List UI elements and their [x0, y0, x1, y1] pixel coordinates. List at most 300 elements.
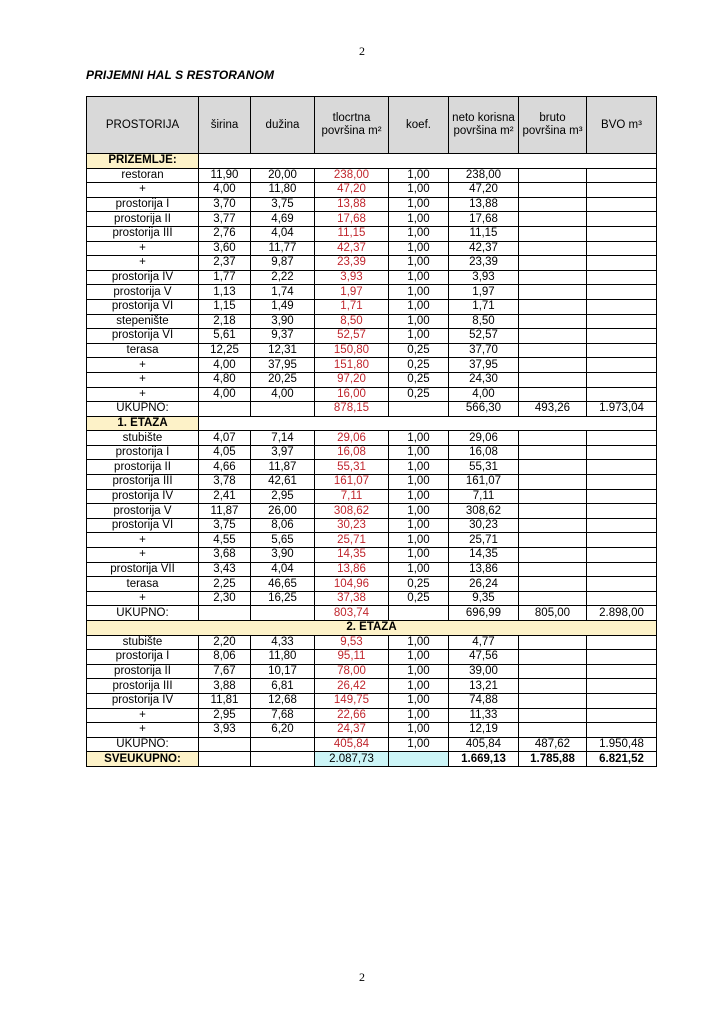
total-cell-bruto: 1.785,88	[519, 752, 587, 767]
cell-duzina: 11,77	[251, 241, 315, 256]
area-table	[86, 96, 657, 767]
cell-tlocrtna: 16,00	[315, 387, 389, 402]
cell-bruto	[519, 562, 587, 577]
cell-koef: 1,00	[389, 664, 449, 679]
table-row	[87, 226, 657, 241]
cell-bruto	[519, 329, 587, 344]
cell-bvo	[587, 329, 657, 344]
cell-sirina: 2,20	[199, 635, 251, 650]
cell-neto: 13,86	[449, 562, 519, 577]
section-empty-cell	[389, 154, 449, 169]
table-row	[87, 679, 657, 694]
cell-koef: 1,00	[389, 475, 449, 490]
cell-koef: 1,00	[389, 314, 449, 329]
cell-koef: 1,00	[389, 460, 449, 475]
section-label: 1. ETAŽA	[87, 416, 199, 431]
cell-bruto	[519, 445, 587, 460]
table-row	[87, 212, 657, 227]
cell-tlocrtna: 95,11	[315, 650, 389, 665]
cell-neto: 26,24	[449, 577, 519, 592]
cell-duzina: 4,69	[251, 212, 315, 227]
cell-bruto	[519, 664, 587, 679]
cell-sirina: 3,88	[199, 679, 251, 694]
cell-neto: 11,15	[449, 226, 519, 241]
cell-duzina: 3,90	[251, 314, 315, 329]
cell-duzina	[251, 606, 315, 621]
grand-total-row	[87, 752, 657, 767]
cell-koef: 1,00	[389, 299, 449, 314]
cell-neto: 308,62	[449, 504, 519, 519]
cell-room: +	[87, 256, 199, 271]
cell-neto: 16,08	[449, 445, 519, 460]
cell-bruto	[519, 577, 587, 592]
cell-neto: 238,00	[449, 168, 519, 183]
section-empty-cell	[587, 154, 657, 169]
cell-sirina: 12,25	[199, 343, 251, 358]
cell-koef: 1,00	[389, 693, 449, 708]
cell-neto: 74,88	[449, 693, 519, 708]
cell-room: prostorija VII	[87, 562, 199, 577]
cell-koef: 1,00	[389, 431, 449, 446]
table-row	[87, 372, 657, 387]
cell-bvo	[587, 591, 657, 606]
cell-koef: 1,00	[389, 197, 449, 212]
table-row	[87, 168, 657, 183]
cell-duzina: 6,20	[251, 723, 315, 738]
cell-tlocrtna: 97,20	[315, 372, 389, 387]
cell-neto: 52,57	[449, 329, 519, 344]
cell-tlocrtna: 13,88	[315, 197, 389, 212]
section-empty-cell	[251, 416, 315, 431]
cell-room: prostorija VI	[87, 299, 199, 314]
cell-room: prostorija IV	[87, 693, 199, 708]
cell-koef: 0,25	[389, 591, 449, 606]
cell-room: terasa	[87, 577, 199, 592]
cell-bruto	[519, 256, 587, 271]
cell-tlocrtna: 52,57	[315, 329, 389, 344]
table-row	[87, 475, 657, 490]
cell-bruto	[519, 489, 587, 504]
cell-bruto	[519, 650, 587, 665]
cell-neto: 24,30	[449, 372, 519, 387]
cell-sirina: 1,15	[199, 299, 251, 314]
cell-duzina: 4,04	[251, 226, 315, 241]
cell-koef	[389, 402, 449, 417]
cell-duzina	[251, 737, 315, 752]
cell-room: prostorija II	[87, 664, 199, 679]
cell-neto: 25,71	[449, 533, 519, 548]
table-row	[87, 562, 657, 577]
section-label: PRIZEMLJE:	[87, 154, 199, 169]
cell-bvo	[587, 460, 657, 475]
cell-sirina: 3,77	[199, 212, 251, 227]
cell-neto: 42,37	[449, 241, 519, 256]
cell-bruto: 487,62	[519, 737, 587, 752]
cell-duzina: 4,04	[251, 562, 315, 577]
cell-neto: 9,35	[449, 591, 519, 606]
cell-tlocrtna: 26,42	[315, 679, 389, 694]
cell-sirina: 3,68	[199, 548, 251, 563]
table-row	[87, 723, 657, 738]
cell-duzina: 3,97	[251, 445, 315, 460]
cell-koef: 1,00	[389, 226, 449, 241]
document-title: PRIJEMNI HAL S RESTORANOM	[86, 68, 275, 82]
col-header-neto: neto korisna površina m²	[449, 97, 519, 154]
cell-bvo	[587, 533, 657, 548]
cell-bvo	[587, 343, 657, 358]
section-empty-cell	[199, 154, 251, 169]
cell-koef: 1,00	[389, 548, 449, 563]
total-cell-bvo: 6.821,52	[587, 752, 657, 767]
cell-bruto	[519, 285, 587, 300]
total-cell-sirina	[199, 752, 251, 767]
cell-bvo	[587, 650, 657, 665]
table-row	[87, 314, 657, 329]
cell-bruto	[519, 679, 587, 694]
cell-bvo	[587, 314, 657, 329]
cell-room: stubište	[87, 431, 199, 446]
cell-duzina: 2,95	[251, 489, 315, 504]
cell-bruto	[519, 358, 587, 373]
cell-tlocrtna: 78,00	[315, 664, 389, 679]
cell-sirina: 4,00	[199, 183, 251, 198]
cell-duzina: 9,37	[251, 329, 315, 344]
section-empty-cell	[449, 416, 519, 431]
cell-tlocrtna: 11,15	[315, 226, 389, 241]
cell-neto: 161,07	[449, 475, 519, 490]
cell-bruto: 805,00	[519, 606, 587, 621]
cell-tlocrtna: 24,37	[315, 723, 389, 738]
cell-koef: 1,00	[389, 504, 449, 519]
cell-bruto	[519, 431, 587, 446]
cell-koef	[389, 606, 449, 621]
cell-duzina: 12,68	[251, 693, 315, 708]
cell-tlocrtna: 1,71	[315, 299, 389, 314]
cell-bvo	[587, 168, 657, 183]
cell-tlocrtna: 104,96	[315, 577, 389, 592]
cell-duzina: 1,49	[251, 299, 315, 314]
cell-sirina: 2,30	[199, 591, 251, 606]
cell-koef: 1,00	[389, 489, 449, 504]
cell-bruto	[519, 591, 587, 606]
table-row	[87, 708, 657, 723]
cell-room: prostorija V	[87, 285, 199, 300]
cell-neto: 12,19	[449, 723, 519, 738]
cell-duzina: 20,00	[251, 168, 315, 183]
cell-room: prostorija I	[87, 650, 199, 665]
cell-room: +	[87, 387, 199, 402]
cell-neto: 30,23	[449, 518, 519, 533]
cell-tlocrtna: 149,75	[315, 693, 389, 708]
cell-bvo	[587, 475, 657, 490]
cell-bruto	[519, 460, 587, 475]
cell-koef: 1,00	[389, 723, 449, 738]
cell-neto: 11,33	[449, 708, 519, 723]
cell-tlocrtna: 25,71	[315, 533, 389, 548]
col-header-sirina: širina	[199, 97, 251, 154]
section-header-row	[87, 621, 657, 636]
cell-bvo	[587, 504, 657, 519]
cell-koef: 1,00	[389, 650, 449, 665]
cell-bruto	[519, 635, 587, 650]
cell-bruto	[519, 197, 587, 212]
cell-duzina: 7,68	[251, 708, 315, 723]
cell-koef: 1,00	[389, 212, 449, 227]
cell-bruto	[519, 723, 587, 738]
cell-tlocrtna: 1,97	[315, 285, 389, 300]
cell-neto: 8,50	[449, 314, 519, 329]
cell-neto: 4,77	[449, 635, 519, 650]
total-cell-room: SVEUKUPNO:	[87, 752, 199, 767]
cell-neto: 23,39	[449, 256, 519, 271]
cell-bruto	[519, 212, 587, 227]
cell-bvo	[587, 635, 657, 650]
cell-tlocrtna: 23,39	[315, 256, 389, 271]
cell-room: +	[87, 723, 199, 738]
cell-neto: 37,95	[449, 358, 519, 373]
cell-tlocrtna: 878,15	[315, 402, 389, 417]
cell-bruto	[519, 270, 587, 285]
cell-neto: 405,84	[449, 737, 519, 752]
table-row	[87, 650, 657, 665]
cell-room: terasa	[87, 343, 199, 358]
cell-duzina: 4,33	[251, 635, 315, 650]
cell-tlocrtna: 8,50	[315, 314, 389, 329]
section-empty-cell	[315, 416, 389, 431]
cell-bvo	[587, 299, 657, 314]
cell-room: +	[87, 358, 199, 373]
cell-bvo	[587, 387, 657, 402]
cell-tlocrtna: 37,38	[315, 591, 389, 606]
cell-duzina: 42,61	[251, 475, 315, 490]
cell-neto: 4,00	[449, 387, 519, 402]
cell-room: prostorija III	[87, 226, 199, 241]
cell-koef: 0,25	[389, 372, 449, 387]
cell-sirina: 4,07	[199, 431, 251, 446]
cell-tlocrtna: 150,80	[315, 343, 389, 358]
cell-neto: 13,88	[449, 197, 519, 212]
cell-koef: 0,25	[389, 387, 449, 402]
cell-neto: 13,21	[449, 679, 519, 694]
section-header-row	[87, 416, 657, 431]
cell-duzina: 3,75	[251, 197, 315, 212]
cell-room: prostorija I	[87, 445, 199, 460]
cell-bruto	[519, 533, 587, 548]
cell-duzina: 37,95	[251, 358, 315, 373]
table-row	[87, 489, 657, 504]
cell-neto: 47,20	[449, 183, 519, 198]
cell-neto: 14,35	[449, 548, 519, 563]
cell-sirina: 4,05	[199, 445, 251, 460]
cell-sirina: 2,95	[199, 708, 251, 723]
cell-koef: 1,00	[389, 635, 449, 650]
table-row	[87, 431, 657, 446]
cell-tlocrtna: 238,00	[315, 168, 389, 183]
cell-sirina: 4,66	[199, 460, 251, 475]
subtotal-row	[87, 737, 657, 752]
cell-tlocrtna: 16,08	[315, 445, 389, 460]
cell-bruto	[519, 299, 587, 314]
col-header-prostorija: PROSTORIJA	[87, 97, 199, 154]
cell-tlocrtna: 14,35	[315, 548, 389, 563]
cell-duzina: 2,22	[251, 270, 315, 285]
cell-neto: 17,68	[449, 212, 519, 227]
col-header-koef: koef.	[389, 97, 449, 154]
table-row	[87, 343, 657, 358]
section-empty-cell	[519, 154, 587, 169]
cell-sirina: 1,77	[199, 270, 251, 285]
table-body	[87, 154, 657, 767]
cell-sirina: 2,37	[199, 256, 251, 271]
cell-room: prostorija V	[87, 504, 199, 519]
cell-tlocrtna: 151,80	[315, 358, 389, 373]
table-row	[87, 504, 657, 519]
cell-sirina: 4,80	[199, 372, 251, 387]
cell-bruto	[519, 372, 587, 387]
cell-sirina	[199, 737, 251, 752]
section-empty-cell	[449, 154, 519, 169]
total-cell-neto: 1.669,13	[449, 752, 519, 767]
cell-bvo	[587, 241, 657, 256]
total-cell-koef	[389, 752, 449, 767]
cell-sirina: 7,67	[199, 664, 251, 679]
cell-bvo	[587, 197, 657, 212]
cell-bruto	[519, 343, 587, 358]
cell-koef: 1,00	[389, 562, 449, 577]
section-header-row	[87, 154, 657, 169]
cell-bvo	[587, 723, 657, 738]
cell-koef: 1,00	[389, 241, 449, 256]
cell-duzina: 5,65	[251, 533, 315, 548]
cell-koef: 1,00	[389, 445, 449, 460]
cell-koef: 1,00	[389, 168, 449, 183]
table-row	[87, 664, 657, 679]
table-row	[87, 460, 657, 475]
cell-sirina: 3,75	[199, 518, 251, 533]
cell-bvo	[587, 270, 657, 285]
cell-bvo	[587, 372, 657, 387]
cell-bvo	[587, 358, 657, 373]
cell-sirina: 8,06	[199, 650, 251, 665]
cell-room: +	[87, 548, 199, 563]
cell-room: prostorija IV	[87, 270, 199, 285]
cell-tlocrtna: 29,06	[315, 431, 389, 446]
cell-koef: 1,00	[389, 679, 449, 694]
cell-neto: 696,99	[449, 606, 519, 621]
table-row	[87, 299, 657, 314]
table-row	[87, 533, 657, 548]
cell-room: +	[87, 183, 199, 198]
cell-duzina: 3,90	[251, 548, 315, 563]
section-empty-cell	[587, 416, 657, 431]
cell-tlocrtna: 30,23	[315, 518, 389, 533]
cell-bruto	[519, 693, 587, 708]
cell-duzina: 12,31	[251, 343, 315, 358]
cell-koef: 1,00	[389, 533, 449, 548]
cell-room: +	[87, 591, 199, 606]
cell-bvo	[587, 562, 657, 577]
cell-sirina: 11,81	[199, 693, 251, 708]
cell-koef: 0,25	[389, 577, 449, 592]
cell-sirina: 3,60	[199, 241, 251, 256]
cell-sirina: 4,00	[199, 358, 251, 373]
cell-tlocrtna: 42,37	[315, 241, 389, 256]
cell-room: prostorija IV	[87, 489, 199, 504]
cell-room: +	[87, 372, 199, 387]
cell-neto: 39,00	[449, 664, 519, 679]
col-header-tlocrtna: tlocrtna površina m²	[315, 97, 389, 154]
cell-bruto	[519, 387, 587, 402]
cell-sirina: 3,70	[199, 197, 251, 212]
cell-bruto	[519, 168, 587, 183]
cell-tlocrtna: 17,68	[315, 212, 389, 227]
table-row	[87, 256, 657, 271]
cell-tlocrtna: 161,07	[315, 475, 389, 490]
cell-duzina: 8,06	[251, 518, 315, 533]
cell-koef: 1,00	[389, 737, 449, 752]
cell-bvo	[587, 664, 657, 679]
cell-bvo: 1.950,48	[587, 737, 657, 752]
table-row	[87, 183, 657, 198]
section-empty-cell	[199, 416, 251, 431]
cell-sirina: 2,25	[199, 577, 251, 592]
cell-sirina: 3,43	[199, 562, 251, 577]
cell-sirina: 3,93	[199, 723, 251, 738]
cell-tlocrtna: 9,53	[315, 635, 389, 650]
cell-duzina: 9,87	[251, 256, 315, 271]
table-row	[87, 197, 657, 212]
cell-duzina: 11,87	[251, 460, 315, 475]
cell-room: prostorija III	[87, 679, 199, 694]
cell-duzina: 26,00	[251, 504, 315, 519]
cell-bruto	[519, 314, 587, 329]
section-label: 2. ETAŽA	[87, 621, 657, 636]
cell-bruto: 493,26	[519, 402, 587, 417]
cell-tlocrtna: 7,11	[315, 489, 389, 504]
cell-neto: 7,11	[449, 489, 519, 504]
cell-sirina: 3,78	[199, 475, 251, 490]
cell-sirina	[199, 606, 251, 621]
cell-bvo	[587, 183, 657, 198]
cell-tlocrtna: 22,66	[315, 708, 389, 723]
cell-koef: 1,00	[389, 708, 449, 723]
section-empty-cell	[519, 416, 587, 431]
table-row	[87, 285, 657, 300]
cell-neto: 47,56	[449, 650, 519, 665]
subtotal-row	[87, 402, 657, 417]
cell-neto: 3,93	[449, 270, 519, 285]
cell-duzina: 1,74	[251, 285, 315, 300]
cell-room: +	[87, 708, 199, 723]
cell-room: prostorija II	[87, 460, 199, 475]
cell-koef: 1,00	[389, 270, 449, 285]
table-row	[87, 577, 657, 592]
cell-neto: 1,71	[449, 299, 519, 314]
cell-room: restoran	[87, 168, 199, 183]
cell-room: prostorija VI	[87, 329, 199, 344]
total-cell-duzina	[251, 752, 315, 767]
cell-koef: 1,00	[389, 183, 449, 198]
cell-koef: 1,00	[389, 518, 449, 533]
cell-bruto	[519, 241, 587, 256]
cell-bvo	[587, 518, 657, 533]
cell-room: prostorija VI	[87, 518, 199, 533]
cell-tlocrtna: 308,62	[315, 504, 389, 519]
cell-bvo	[587, 226, 657, 241]
table-row	[87, 445, 657, 460]
cell-bvo	[587, 285, 657, 300]
col-header-bvo: BVO m³	[587, 97, 657, 154]
